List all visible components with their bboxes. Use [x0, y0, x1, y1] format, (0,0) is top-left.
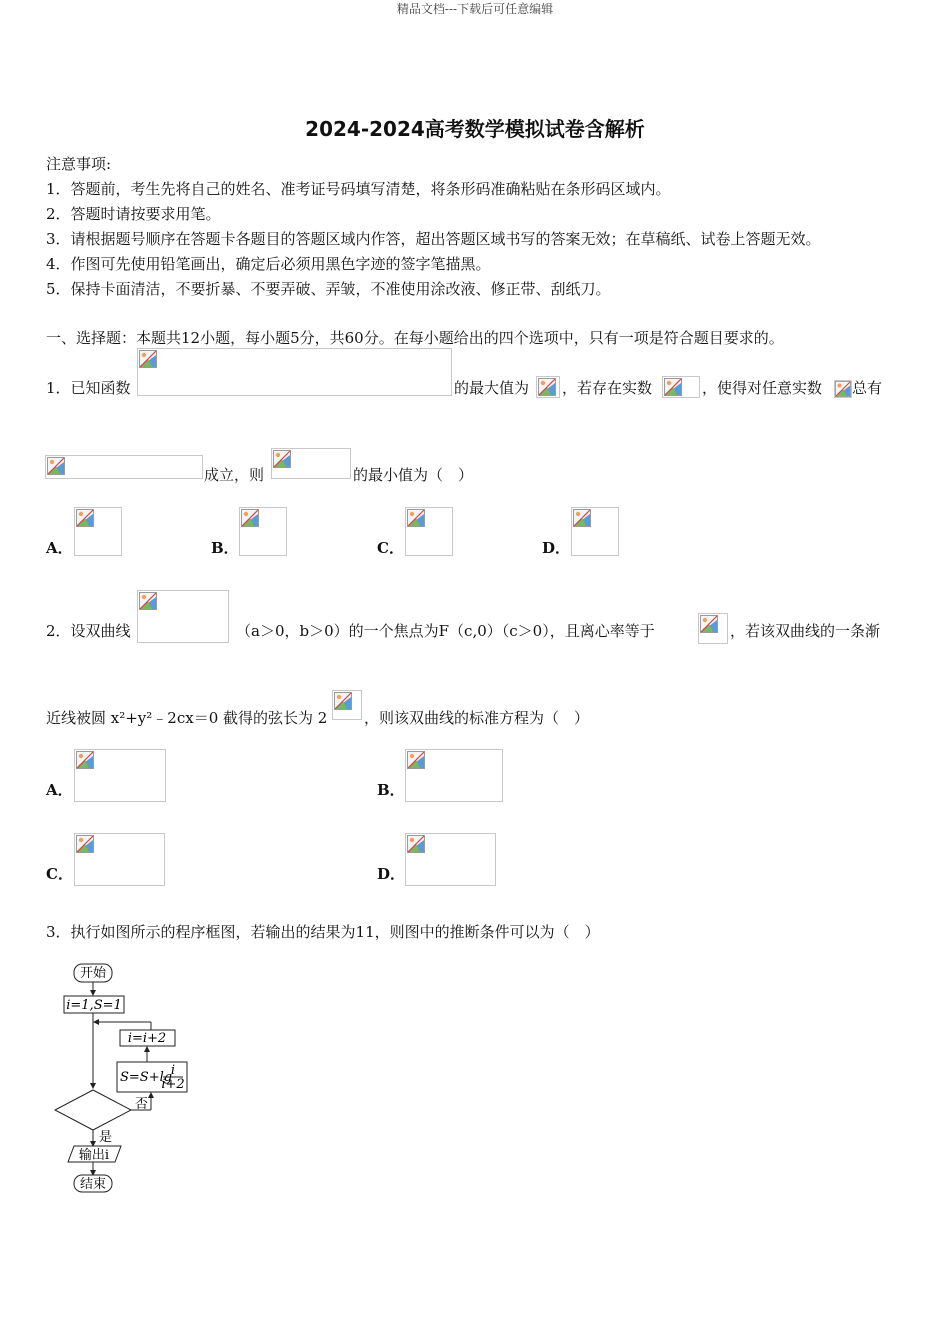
q2-option-b-label: B．	[377, 781, 405, 799]
flow-update-denominator: i+2	[161, 1077, 185, 1092]
q1-text-d: ，使得对任意实数	[702, 379, 823, 397]
page-title: 2024-2024高考数学模拟试卷含解析	[305, 117, 645, 141]
broken-image-icon	[47, 457, 65, 475]
flow-output-text: 输出i	[78, 1148, 110, 1163]
q2-option-a-label: A．	[46, 781, 73, 799]
broken-image-icon	[573, 509, 591, 527]
flow-end-text: 结束	[79, 1177, 107, 1192]
q2-option-d-label: D．	[377, 865, 406, 883]
q2-chord-image	[332, 690, 362, 720]
broken-image-icon	[700, 615, 718, 633]
flow-inc-text: i=i+2	[127, 1031, 167, 1046]
broken-image-icon	[76, 835, 94, 853]
flow-yes-label: 是	[99, 1130, 113, 1145]
q1-option-c-image[interactable]	[405, 507, 453, 556]
flow-decision-diamond	[55, 1090, 131, 1130]
broken-image-icon	[273, 450, 291, 468]
q1-option-a-label: A．	[46, 539, 73, 557]
broken-image-icon	[538, 378, 556, 396]
flow-start-text: 开始	[79, 966, 107, 981]
q2-text-d: 近线被圆 x²+y²﹣2cx＝0 截得的弦长为 2	[46, 709, 328, 727]
q2-option-b-image[interactable]	[405, 749, 503, 802]
q1-option-d-label: D．	[542, 539, 571, 557]
q2-eccentricity-image	[698, 613, 728, 644]
q1-formula-image	[137, 348, 452, 396]
broken-image-icon	[76, 509, 94, 527]
broken-image-icon	[407, 509, 425, 527]
q1-target-image	[271, 448, 351, 479]
q1-option-c-label: C．	[377, 539, 404, 557]
q1-max-image	[536, 376, 560, 398]
broken-image-icon	[139, 350, 157, 368]
page-header-note: 精品文档---下载后可任意编辑	[396, 2, 554, 16]
broken-image-icon	[241, 509, 259, 527]
q1-inequality-image	[45, 455, 203, 479]
q2-option-c-label: C．	[46, 865, 73, 883]
section-heading: 一、选择题：本题共12小题，每小题5分，共60分。在每小题给出的四个选项中，只有一项是符合题目要求的。	[46, 329, 784, 347]
broken-image-icon	[407, 751, 425, 769]
q3-text: 3．执行如图所示的程序框图，若输出的结果为11，则图中的推断条件可以为（ ）	[46, 923, 600, 941]
q2-text-c: ，若该双曲线的一条渐	[730, 622, 881, 640]
q2-option-c-image[interactable]	[74, 833, 165, 886]
q1-var-image	[662, 376, 700, 398]
q1-option-b-image[interactable]	[239, 507, 287, 556]
q1-text-f: 成立，则	[204, 466, 265, 484]
q2-text-a: 2．设双曲线	[46, 622, 131, 640]
flow-no-label: 否	[135, 1097, 149, 1112]
flow-update-numerator: i	[170, 1063, 176, 1078]
q1-text-c: ，若存在实数	[562, 379, 653, 397]
notice-item-5: 5．保持卡面清洁，不要折暴、不要弄破、弄皱，不准使用涂改液、修正带、刮纸刀。	[46, 280, 611, 298]
q1-option-b-label: B．	[211, 539, 239, 557]
q2-text-e: ，则该双曲线的标准方程为（ ）	[364, 709, 590, 727]
broken-image-icon	[334, 692, 352, 710]
q2-option-a-image[interactable]	[74, 749, 166, 802]
notice-item-1: 1．答题前，考生先将自己的姓名、准考证号码填写清楚，将条形码准确粘贴在条形码区域内。	[46, 180, 671, 198]
q1-option-a-image[interactable]	[74, 507, 122, 556]
broken-image-icon	[139, 592, 157, 610]
q2-hyperbola-image	[137, 590, 229, 643]
broken-image-icon	[664, 378, 682, 396]
q1-text-b: 的最大值为	[454, 379, 530, 397]
notice-item-3: 3．请根据题号顺序在答题卡各题目的答题区域内作答，超出答题区域书写的答案无效；在草稿纸、试卷上答题无效。	[46, 230, 821, 248]
broken-image-icon	[407, 835, 425, 853]
q1-text-a: 1．已知函数	[46, 379, 131, 397]
q2-option-d-image[interactable]	[405, 833, 496, 886]
flowchart	[45, 960, 215, 1200]
flow-update-text: S=S+lg	[120, 1070, 173, 1085]
q1-text-g: 的最小值为（ ）	[353, 466, 474, 484]
q1-option-d-image[interactable]	[571, 507, 619, 556]
notice-item-2: 2．答题时请按要求用笔。	[46, 205, 221, 223]
broken-image-icon	[835, 381, 851, 397]
notice-item-4: 4．作图可先使用铅笔画出，确定后必须用黑色字迹的签字笔描黑。	[46, 255, 491, 273]
broken-image-icon	[76, 751, 94, 769]
q1-text-e: 总有	[852, 379, 883, 397]
q2-text-b: （a＞0，b＞0）的一个焦点为F（c,0）（c＞0），且离心率等于	[236, 622, 655, 640]
q1-x-image	[834, 380, 852, 398]
notice-heading: 注意事项:	[46, 155, 112, 173]
flow-init-text: i=1,S=1	[66, 998, 122, 1013]
